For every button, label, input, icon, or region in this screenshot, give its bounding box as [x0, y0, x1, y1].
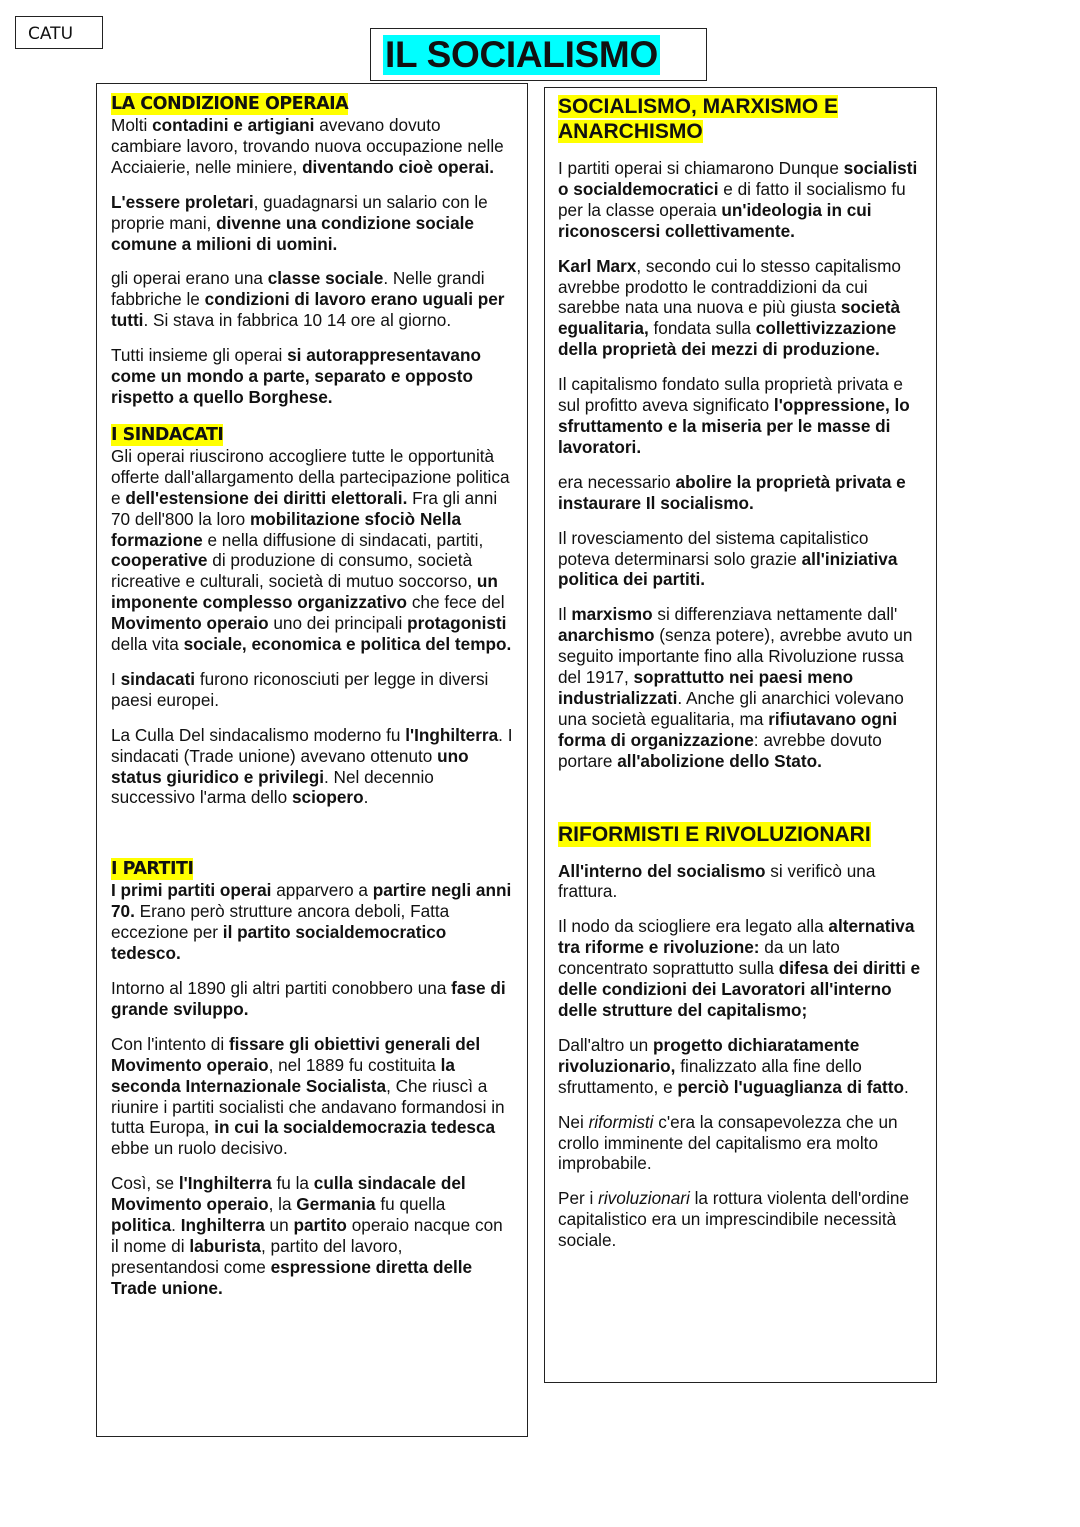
paragraph: Il nodo da sciogliere era legato alla alternativa tra riforme e rivoluzione: da un lato concentrato soprattutto sulla difesa dei diritti e delle condizioni dei Lavoratori all'interno delle strutture del capitalismo; [558, 916, 921, 1020]
paragraph: Il capitalismo fondato sulla proprietà privata e sul profitto aveva significato l'oppressione, lo sfruttamento e la miseria per le masse di lavoratori. [558, 374, 910, 457]
section-heading: SOCIALISMO, MARXISMO E ANARCHISMO [558, 95, 839, 143]
paragraph: Il rovesciamento del sistema capitalistico poteva determinarsi solo grazie all'iniziativa politica dei partiti. [558, 527, 898, 590]
paragraph: Per i rivoluzionari la rottura violenta dell'ordine capitalistico era un imprescindibile necessità sociale. [558, 1188, 910, 1251]
paragraph: Con l'intento di fissare gli obiettivi generali del Movimento operaio, nel 1889 fu costituita la seconda Internazionale Socialista, Che riuscì a riunire i partiti socialisti che andavano formandosi in tutta Europa, in cui la socialdemocrazia tedesca ebbe un ruolo decisivo. [111, 1033, 505, 1159]
paragraph: gli operai erano una classe sociale. Nelle grandi fabbriche le condizioni di lavoro erano uguali per tutti. Si stava in fabbrica 10 14 ore al giorno. [111, 268, 505, 331]
paragraph: I sindacati furono riconosciuti per legge in diversi paesi europei. [111, 668, 489, 710]
left-column [96, 83, 528, 1437]
section-heading: RIFORMISTI E RIVOLUZIONARI [558, 822, 871, 846]
paragraph: Così, se l'Inghilterra fu la culla sindacale del Movimento operaio, la Germania fu quella politica. Inghilterra un partito operaio nacque con il nome di laburista, partito del lavoro, presentandosi come espressione diretta delle Trade unione. [111, 1173, 503, 1298]
section-socialismo-marxismo-anarchismo [558, 94, 924, 772]
paragraph: Gli operai riuscirono accogliere tutte le opportunità offerte dall'allargamento della partecipazione politica e dell'estensione dei diritti elettorali. Fra gli anni 70 dell'800 la loro mobilitazione sfociò Nella formazione e nella diffusione di sindacati, partiti, cooperative di produzione di consumo, società ricreative e culturali, società di mutuo soccorso, un imponente complesso organizzativo che fece del Movimento operaio uno dei principali protagonisti della vita sociale, economica e politica del tempo. [111, 445, 512, 655]
section-sindacati [111, 424, 513, 809]
section-riformisti-rivoluzionari [558, 822, 924, 1252]
paragraph: Intorno al 1890 gli altri partiti conobbero una fase di grande sviluppo. [111, 978, 506, 1019]
section-heading: I SINDACATI [111, 424, 224, 445]
section-heading: I PARTITI [111, 859, 194, 880]
paragraph: Molti contadini e artigiani avevano dovuto cambiare lavoro, trovando nuova occupazione nelle Acciaierie, nelle miniere, diventando cioè operai. [111, 115, 504, 177]
right-column [544, 87, 937, 1383]
paragraph: Il marxismo si differenziava nettamente dall' anarchismo (senza potere), avrebbe avuto un seguito importante fino alla Rivoluzione russa del 1917, soprattutto nei paesi meno industrializzati. Anche gli anarchici volevano una società egualitaria, ma rifiutavano ogni forma di organizzazione: avrebbe dovuto portare all'abolizione dello Stato. [558, 604, 913, 771]
section-partiti [111, 858, 513, 1298]
paragraph: era necessario abolire la proprietà privata e instaurare Il socialismo. [558, 471, 906, 513]
section-heading: LA CONDIZIONE OPERAIA [111, 94, 349, 114]
paragraph: I primi partiti operai apparvero a partire negli anni 70. Erano però strutture ancora deboli, Fatta eccezione per il partito socialdemocratico tedesco. [111, 880, 512, 964]
title-box [370, 28, 707, 81]
paragraph: Karl Marx, secondo cui lo stesso capitalismo avrebbe prodotto le contraddizioni da cui sarebbe nata una nuova e più giusta società egualitaria, fondata sulla collettivizzazione della proprietà dei mezzi di produzione. [558, 255, 901, 360]
page-title: IL SOCIALISMO [385, 34, 658, 75]
paragraph: All'interno del socialismo si verificò una frattura. [558, 860, 876, 902]
paragraph: Nei riformisti c'era la consapevolezza che un crollo imminente del capitalismo era molto improbabile. [558, 1111, 898, 1174]
paragraph: Tutti insieme gli operai si autorappresentavano come un mondo a parte, separato e opposto rispetto a quello Borghese. [111, 345, 481, 407]
paragraph: L'essere proletari, guadagnarsi un salario con le proprie mani, divenne una condizione sociale comune a milioni di uomini. [111, 191, 488, 254]
paragraph: Dall'altro un progetto dichiaratamente rivoluzionario, finalizzato alla fine dello sfruttamento, e perciò l'uguaglianza di fatto. [558, 1034, 909, 1097]
paragraph: La Culla Del sindacalismo moderno fu l'Inghilterra. I sindacati (Trade unione) avevano ottenuto uno status giuridico e privilegi. Nel decennio successivo l'arma dello sciopero. [111, 724, 513, 808]
corner-tag: CATU [15, 16, 103, 49]
paragraph: I partiti operai si chiamarono Dunque socialisti o socialdemocratici e di fatto il socialismo fu per la classe operaia un'ideologia in cui riconoscersi collettivamente. [558, 158, 918, 241]
section-condizione-operaia [111, 93, 513, 408]
